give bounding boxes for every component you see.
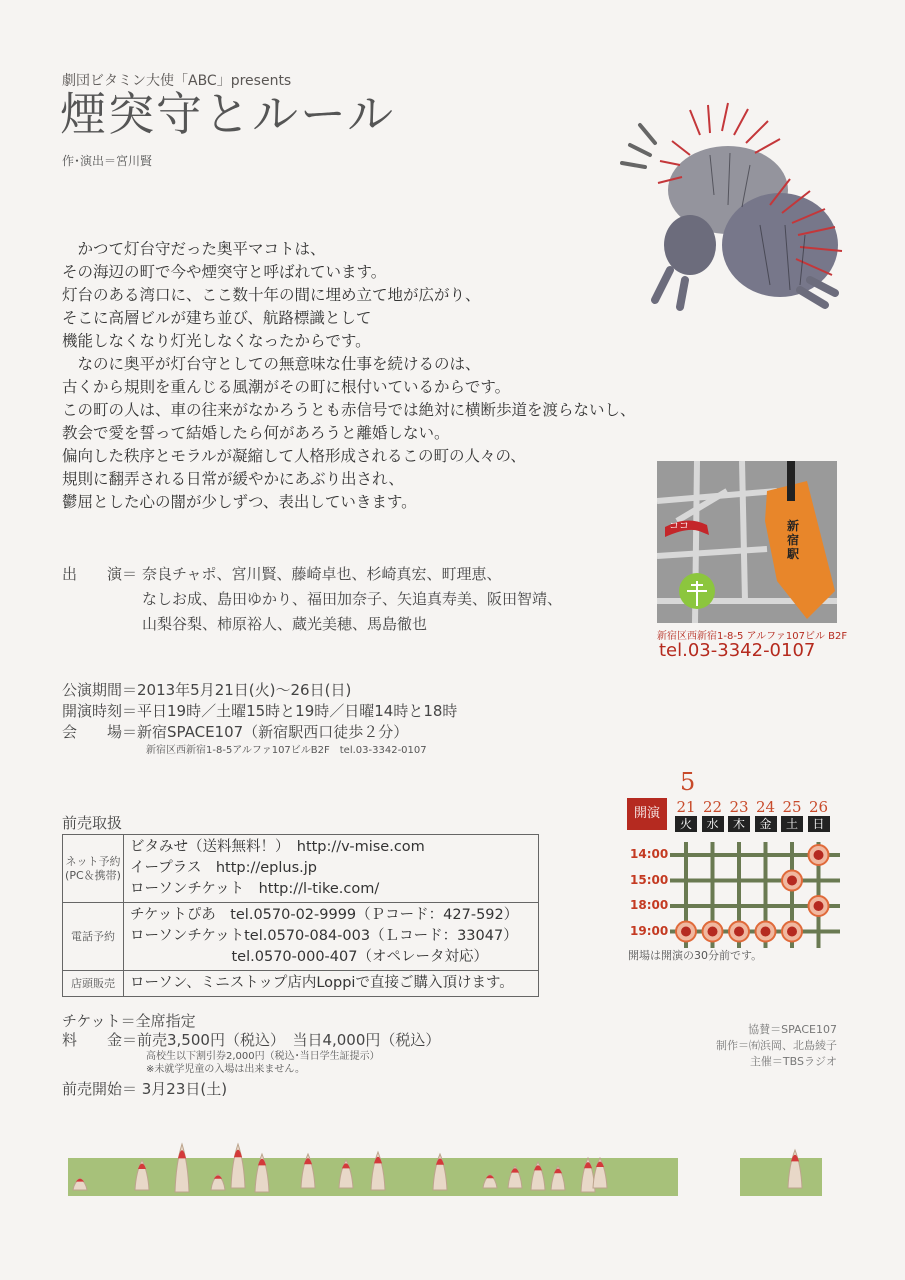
- map-station-label: 新宿駅: [787, 519, 800, 561]
- map-address: 新宿区西新宿1-8-5 アルファ107ビル B2F: [657, 631, 848, 642]
- table-row: [63, 835, 539, 903]
- sales-category: 電話予約: [63, 903, 124, 971]
- author-credit: 作･演出＝宮川賢: [62, 154, 153, 168]
- schedule-date: 25: [782, 798, 802, 816]
- schedule-note: 開場は開演の30分前です。: [628, 949, 763, 962]
- map-here-label: ココ: [669, 521, 689, 532]
- performance-info: [62, 680, 457, 759]
- sales-line: ローソンチケットtel.0570-084-003（Ｌコード：33047）: [130, 928, 518, 944]
- synopsis-line: 規則に翻弄される日常が緩やかにあぶり出され、: [62, 470, 404, 488]
- schedule-date: 23: [729, 798, 749, 816]
- show-marker: [681, 927, 691, 937]
- show-marker: [787, 876, 797, 886]
- cast-line: なしお成、島田ゆかり、福田加奈子、矢追真寿美、阪田智靖、: [142, 590, 563, 608]
- presenter-line: 劇団ビタミン大使「ABC」presents: [62, 73, 292, 89]
- map-tel: tel.03-3342-0107: [659, 640, 816, 661]
- schedule-weekday: 日: [808, 816, 830, 832]
- sales-line: tel.0570-000-407（オペレータ対応）: [130, 949, 488, 965]
- schedule-grid: [670, 842, 840, 948]
- show-marker: [787, 927, 797, 937]
- bud-tip-icon: [234, 1150, 242, 1158]
- schedule-heading: 開演: [627, 798, 667, 830]
- sales-line: イープラス http://eplus.jp: [130, 860, 317, 876]
- synopsis-line: その海辺の町で今や煙突守と呼ばれています。: [62, 263, 387, 281]
- synopsis-line: 古くから規則を重んじる風潮がその町に根付いているからです。: [62, 378, 511, 396]
- show-marker: [814, 901, 824, 911]
- table-row: [63, 971, 539, 997]
- ticket-price: 料 金＝前売3,500円（税込） 当日4,000円（税込）: [62, 1031, 441, 1049]
- sponsors: [716, 1022, 837, 1070]
- synopsis-line: そこに高層ビルが建ち並び、航路標識として: [62, 309, 372, 327]
- sponsor-support: 協賛＝SPACE107: [748, 1023, 837, 1036]
- sales-title: 前売取扱: [62, 814, 123, 832]
- schedule-weekday: 火: [675, 816, 697, 832]
- schedule-weekday: 金: [755, 816, 777, 832]
- synopsis-line: この町の人は、車の往来がなかろうとも赤信号では絶対に横断歩道を渡らないし、: [62, 401, 636, 419]
- schedule-date: 21: [676, 798, 696, 816]
- table-row: [63, 903, 539, 971]
- show-marker: [814, 850, 824, 860]
- synopsis-line: 機能しなくなり灯光しなくなったからです。: [62, 332, 371, 350]
- schedule-day: [728, 798, 750, 832]
- bud-tip-icon: [374, 1157, 382, 1164]
- schedule-day: [808, 798, 830, 832]
- schedule-time: 15:00: [630, 872, 669, 887]
- ticket-note: ※未就学児童の入場は出来ません。: [146, 1064, 305, 1075]
- schedule-date: 26: [808, 798, 829, 816]
- schedule-day: [781, 798, 803, 832]
- schedule-time: 19:00: [630, 923, 669, 938]
- cast-label: 出 演＝: [62, 565, 138, 583]
- ticket-note: 高校生以下割引券2,000円（税込･当日学生証提示）: [146, 1051, 380, 1062]
- synopsis: [62, 238, 712, 514]
- synopsis-line: かつて灯台守だった奥平マコトは、: [62, 240, 326, 258]
- venue: 会 場＝新宿SPACE107（新宿駅西口徒歩２分）: [62, 723, 409, 741]
- ticket-type: チケット＝全席指定: [62, 1012, 196, 1030]
- play-title: 煙突守とルール: [60, 87, 396, 141]
- sales-category: ネット予約 (PC＆携帯): [63, 835, 124, 903]
- schedule-weekday: 水: [702, 816, 724, 832]
- sales-category: 店頭販売: [63, 971, 124, 997]
- schedule-day: [702, 798, 724, 832]
- schedule-weekday: 木: [728, 816, 750, 832]
- grass-illustration: [60, 1100, 850, 1210]
- performance-times: 開演時刻＝平日19時／土曜15時と19時／日曜14時と18時: [62, 702, 458, 720]
- schedule-day: [755, 798, 777, 832]
- synopsis-line: なのに奥平が灯台守としての無意味な仕事を続けるのは、: [62, 355, 481, 373]
- ticket-info: [62, 1012, 440, 1099]
- schedule-day: [675, 798, 697, 832]
- sponsor-production: 制作＝㈲浜岡、北島綾子: [716, 1039, 837, 1052]
- schedule-date: 24: [755, 798, 776, 816]
- schedule-weekday: 土: [781, 816, 803, 832]
- show-marker: [761, 927, 771, 937]
- performance-period: 公演期間＝2013年5月21日(火)～26日(日): [62, 681, 352, 699]
- sales-line: チケットぴあ tel.0570-02-9999（Ｐコード：427-592）: [130, 907, 519, 923]
- bud-tip-icon: [791, 1155, 799, 1162]
- venue-map: [657, 461, 837, 623]
- synopsis-line: 教会で愛を誓って結婚したら何があろうと離婚しない。: [62, 424, 450, 442]
- cast-line: 山梨谷梨、柿原裕人、蔵光美穂、馬島徹也: [142, 615, 428, 633]
- sales-line: ローソンチケット http://l-tike.com/: [130, 881, 380, 897]
- schedule-date: 22: [702, 798, 723, 816]
- bud-tip-icon: [178, 1150, 186, 1158]
- synopsis-line: 偏向した秩序とモラルが凝縮して人格形成されるこの町の人々の、: [62, 447, 526, 465]
- synopsis-line: 灯台のある湾口に、ここ数十年の間に埋め立て地が広がり、: [62, 286, 481, 304]
- sales-table: [62, 834, 539, 997]
- sales-line: ローソン、ミニストップ店内Loppiで直接ご購入頂けます。: [130, 975, 514, 991]
- synopsis-line: 鬱屈とした心の闇が少しずつ、表出していきます。: [62, 493, 417, 511]
- venue-address: 新宿区西新宿1-8-5アルファ107ビルB2F tel.03-3342-0107: [146, 745, 427, 756]
- sales-line: ビタみせ（送料無料！） http://v-mise.com: [130, 839, 425, 855]
- show-marker: [734, 927, 744, 937]
- schedule-time: 14:00: [630, 847, 669, 861]
- sponsor-organizer: 主催＝TBSラジオ: [749, 1055, 837, 1068]
- schedule-month: 5: [680, 768, 696, 796]
- presale-start: 前売開始＝ 3月23日(土): [62, 1080, 228, 1098]
- schedule-time: 18:00: [630, 898, 669, 912]
- show-marker: [708, 927, 718, 937]
- cast-line: 奈良チャポ、宮川賢、藤崎卓也、杉崎真宏、町理恵、: [142, 565, 502, 583]
- cast-list: [62, 562, 562, 637]
